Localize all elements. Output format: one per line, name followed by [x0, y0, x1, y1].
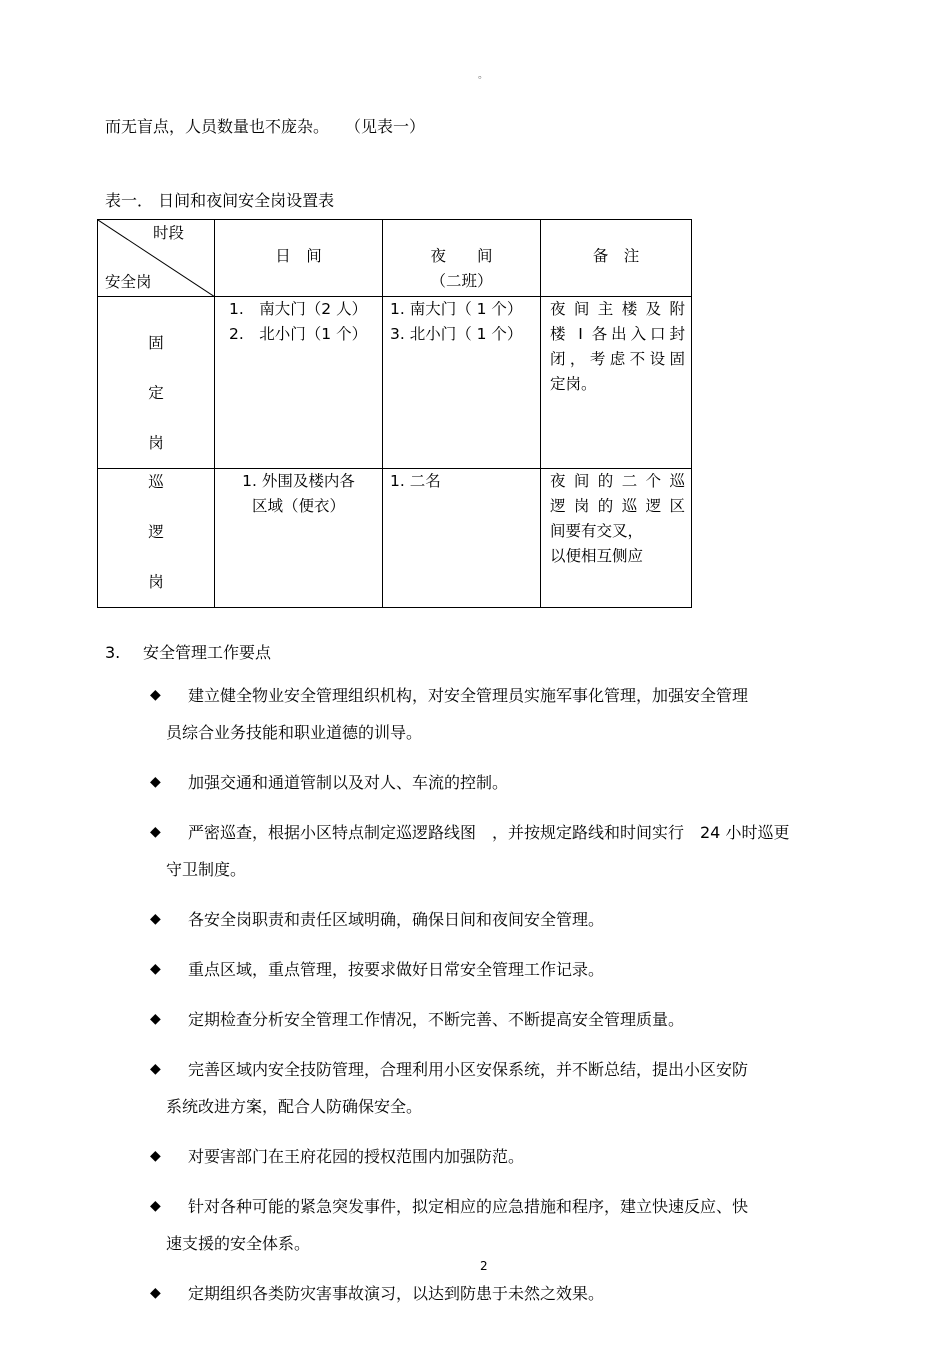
security-post-table — [97, 219, 692, 608]
diamond-bullet-icon: ◆ — [150, 1148, 161, 1164]
page-top-mark: 。 — [478, 70, 488, 81]
table-header-row — [98, 220, 692, 297]
header-night — [383, 220, 541, 297]
patrol-remark-cell: 夜间的二个巡 逻岗的巡逻区 间要有交叉， 以便相互侧应 — [541, 469, 692, 608]
list-item: ◆ 严密巡查，根据小区特点制定巡逻路线图 ，并按规定路线和时间实行 24 小时巡更 守卫制度。 — [150, 814, 880, 888]
list-item: ◆ 建立健全物业安全管理组织机构，对安全管理员实施军事化管理，加强安全管理 员综合业务技能和职业道德的训导。 — [150, 677, 880, 751]
list-item: ◆ 重点区域，重点管理，按要求做好日常安全管理工作记录。 — [150, 951, 880, 988]
list-item: ◆ 完善区域内安全技防管理，合理利用小区安保系统，并不断总结，提出小区安防 系统改进方案，配合人防确保安全。 — [150, 1051, 880, 1125]
section-number: 3. — [105, 643, 121, 662]
corner-header-cell — [98, 220, 215, 297]
row-label-patrol: 巡 逻 岗 — [98, 469, 215, 608]
table-row-patrol — [98, 469, 692, 608]
diamond-bullet-icon: ◆ — [150, 961, 161, 977]
section-title: 安全管理工作要点 — [143, 643, 272, 662]
fixed-day-cell: 1. 南大门（2 人） 2. 北小门（1 个） — [215, 297, 383, 469]
intro-text: 而无盲点，人员数量也不庞杂。 （见表一） — [105, 117, 426, 136]
section-heading — [105, 640, 271, 663]
fixed-night-cell: 1. 南大门（ 1 个） 3. 北小门（ 1 个） — [383, 297, 541, 469]
diamond-bullet-icon: ◆ — [150, 687, 161, 703]
table-row-fixed — [98, 297, 692, 469]
patrol-day-cell: 1. 外围及楼内各 区域（便衣） — [215, 469, 383, 608]
diamond-bullet-icon: ◆ — [150, 1198, 161, 1214]
header-night-line2: （二班） — [430, 272, 493, 290]
page-number: 2 — [480, 1259, 488, 1273]
bullet-list — [150, 677, 880, 1325]
fixed-remark-cell: 夜间主楼及附 楼 I 各出入口封 闭，考虑不设固 定岗。 — [541, 297, 692, 469]
table-caption: 表一． 日间和夜间安全岗设置表 — [105, 191, 335, 210]
diamond-bullet-icon: ◆ — [150, 774, 161, 790]
diamond-bullet-icon: ◆ — [150, 1285, 161, 1301]
diamond-bullet-icon: ◆ — [150, 1061, 161, 1077]
corner-header-period: 时段 — [153, 224, 185, 242]
header-remark: 备 注 — [541, 220, 692, 297]
diamond-bullet-icon: ◆ — [150, 911, 161, 927]
list-item: ◆ 定期组织各类防灾害事故演习，以达到防患于未然之效果。 — [150, 1275, 880, 1312]
diamond-bullet-icon: ◆ — [150, 824, 161, 840]
corner-header-post: 安全岗 — [105, 273, 152, 291]
list-item: ◆ 对要害部门在王府花园的授权范围内加强防范。 — [150, 1138, 880, 1175]
list-item: ◆ 加强交通和通道管制以及对人、车流的控制。 — [150, 764, 880, 801]
header-night-line1: 夜 间 — [430, 247, 493, 265]
diamond-bullet-icon: ◆ — [150, 1011, 161, 1027]
list-item: ◆ 针对各种可能的紧急突发事件，拟定相应的应急措施和程序，建立快速反应、快 速支援的安全体系。 — [150, 1188, 880, 1262]
list-item: ◆ 定期检查分析安全管理工作情况，不断完善、不断提高安全管理质量。 — [150, 1001, 880, 1038]
row-label-fixed: 固 定 岗 — [98, 297, 215, 469]
list-item: ◆ 各安全岗职责和责任区域明确，确保日间和夜间安全管理。 — [150, 901, 880, 938]
patrol-night-cell: 1. 二名 — [383, 469, 541, 608]
header-day: 日 间 — [215, 220, 383, 297]
